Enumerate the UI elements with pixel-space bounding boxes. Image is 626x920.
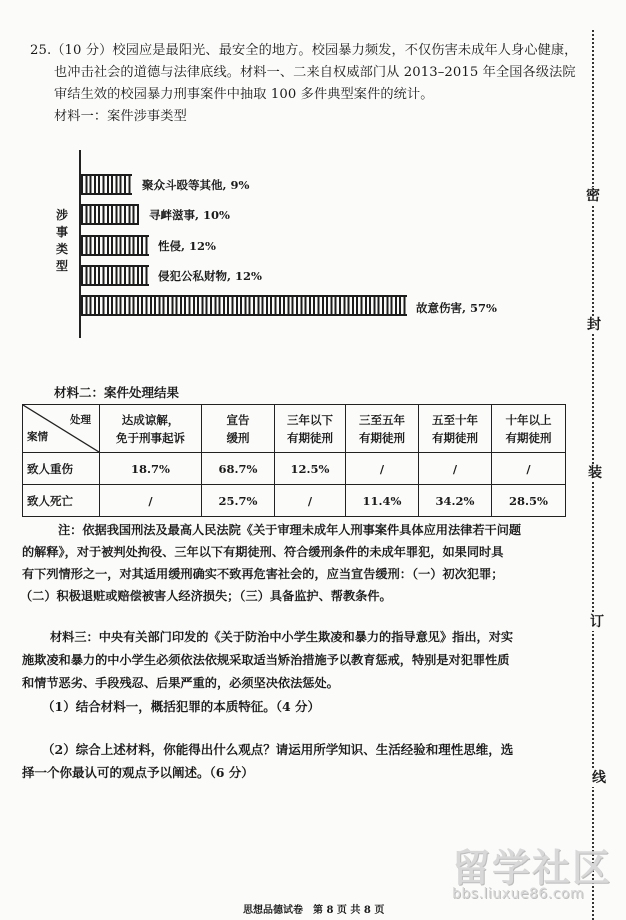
binding-label-bind: 装: [588, 465, 602, 481]
question-stem-line-3: 审结生效的校园暴力刑事案件中抽取 100 多件典型案件的统计。: [54, 87, 434, 102]
bar-sexual-assault: [81, 235, 149, 256]
sub-question-2-line-1: （2）综合上述材料，你能得出什么观点？请运用所学知识、生活经验和理性思维，选: [42, 742, 514, 757]
header-line: 十年以上: [505, 412, 552, 427]
header-line: 有期徒刑: [287, 430, 333, 445]
case-results-table: [22, 404, 566, 517]
table-header-cell: [202, 405, 275, 453]
header-line: 宣告: [226, 412, 250, 427]
bar-label: 侵犯公私财物, 12%: [158, 269, 262, 283]
table-row: [23, 453, 566, 485]
bar-label: 故意伤害, 57%: [416, 301, 497, 315]
ylabel-char: 事: [55, 225, 68, 239]
binding-label-line: 线: [592, 770, 606, 786]
header-line: 有期徒刑: [432, 430, 478, 445]
ylabel-char: 型: [55, 259, 68, 273]
page-footer: 思想品德试卷 第 8 页 共 8 页: [243, 905, 385, 916]
table-header-cell: [419, 405, 492, 453]
binding-label-seal: 密: [586, 188, 600, 204]
chart-y-axis-label: [55, 207, 69, 275]
bar-property-infringement: [81, 265, 149, 286]
bar-label: 寻衅滋事, 10%: [149, 208, 230, 222]
material3-line-2: 施欺凌和暴力的中小学生必须依法依规采取适当矫治措施予以教育惩戒，特别是对犯罪性质: [22, 653, 510, 667]
material1-title: 材料一：案件涉事类型: [54, 109, 187, 124]
bar-label: 聚众斗殴等其他, 9%: [142, 178, 250, 192]
table-cell: /: [346, 453, 419, 485]
bar-gathering-fight: [81, 174, 132, 195]
table-cell: 12.5%: [275, 453, 346, 485]
question-stem-line-1: 25.（10 分）校园应是最阳光、最安全的地方。校园暴力频发，不仅伤害未成年人身心健康，: [30, 43, 578, 58]
table-cell: /: [419, 453, 492, 485]
header-line: 达成谅解，: [121, 412, 180, 427]
row-header: 致人死亡: [23, 485, 100, 517]
table-header-cell: [275, 405, 346, 453]
corner-label-case: 案情: [27, 431, 48, 443]
sub-question-1: （1）结合材料一，概括犯罪的本质特征。（4 分）: [42, 699, 320, 714]
corner-label-handling: 处理: [70, 414, 91, 426]
header-line: 三年以下: [287, 412, 333, 427]
binding-label-close: 封: [587, 317, 601, 333]
question-stem-line-2: 也冲击社会的道德与法律底线。材料一、二来自权威部门从 2013–2015 年全国各级法院: [54, 65, 576, 80]
ylabel-char: 类: [55, 242, 68, 256]
note-line-3: 有下列情形之一，对其适用缓刑确实不致再危害社会的，应当宣告缓刑：（一）初次犯罪；: [22, 567, 504, 581]
header-line: 有期徒刑: [359, 430, 405, 445]
material2-title: 材料二：案件处理结果: [54, 385, 180, 400]
material3-line-1: 材料三：中央有关部门印发的《关于防治中小学生欺凌和暴力的指导意见》指出，对实: [50, 630, 514, 644]
bar-intentional-injury: [81, 295, 407, 316]
table-row: [23, 485, 566, 517]
row-header: 致人重伤: [23, 453, 100, 485]
table-header-cell: [100, 405, 202, 453]
table-corner-cell: [23, 405, 100, 453]
watermark: [452, 848, 612, 902]
header-line: 免于刑事起诉: [116, 430, 185, 445]
material3-line-3: 和情节恶劣、手段残忍、后果严重的，必须坚决依法惩处。: [22, 676, 339, 690]
ylabel-char: 涉: [55, 208, 68, 222]
header-line: 三至五年: [359, 412, 405, 427]
table-cell: 18.7%: [100, 453, 202, 485]
bar-provoking-trouble: [81, 204, 139, 225]
header-line: 有期徒刑: [505, 430, 552, 445]
table-cell: /: [275, 485, 346, 517]
sub-question-2-line-2: 择一个你最认可的观点予以阐述。（6 分）: [22, 765, 254, 780]
table-cell: /: [100, 485, 202, 517]
table-header-cell: [346, 405, 419, 453]
header-line: 五至十年: [432, 412, 478, 427]
table-cell: 34.2%: [419, 485, 492, 517]
header-line: 缓刑: [226, 430, 250, 445]
table-header-cell: [492, 405, 566, 453]
table-cell: 68.7%: [202, 453, 275, 485]
watermark-logo: 留学社区: [452, 846, 613, 890]
table-cell: 25.7%: [202, 485, 275, 517]
note-line-1: 注：依据我国刑法及最高人民法院《关于审理未成年人刑事案件具体应用法律若干问题: [58, 523, 522, 537]
bar-label: 性侵, 12%: [158, 239, 216, 253]
note-line-4: （二）积极退赃或赔偿被害人经济损失；（三）具备监护、帮教条件。: [20, 589, 392, 603]
watermark-url: bbs.liuxue86.com: [452, 886, 585, 902]
note-line-2: 的解释》，对于被判处拘役、三年以下有期徒刑、符合缓刑条件的未成年罪犯，如果同时具: [22, 545, 504, 559]
table-cell: 11.4%: [346, 485, 419, 517]
table-cell: 28.5%: [492, 485, 566, 517]
table-cell: /: [492, 453, 566, 485]
table-header-row: [23, 405, 566, 453]
binding-label-staple: 订: [590, 614, 604, 630]
